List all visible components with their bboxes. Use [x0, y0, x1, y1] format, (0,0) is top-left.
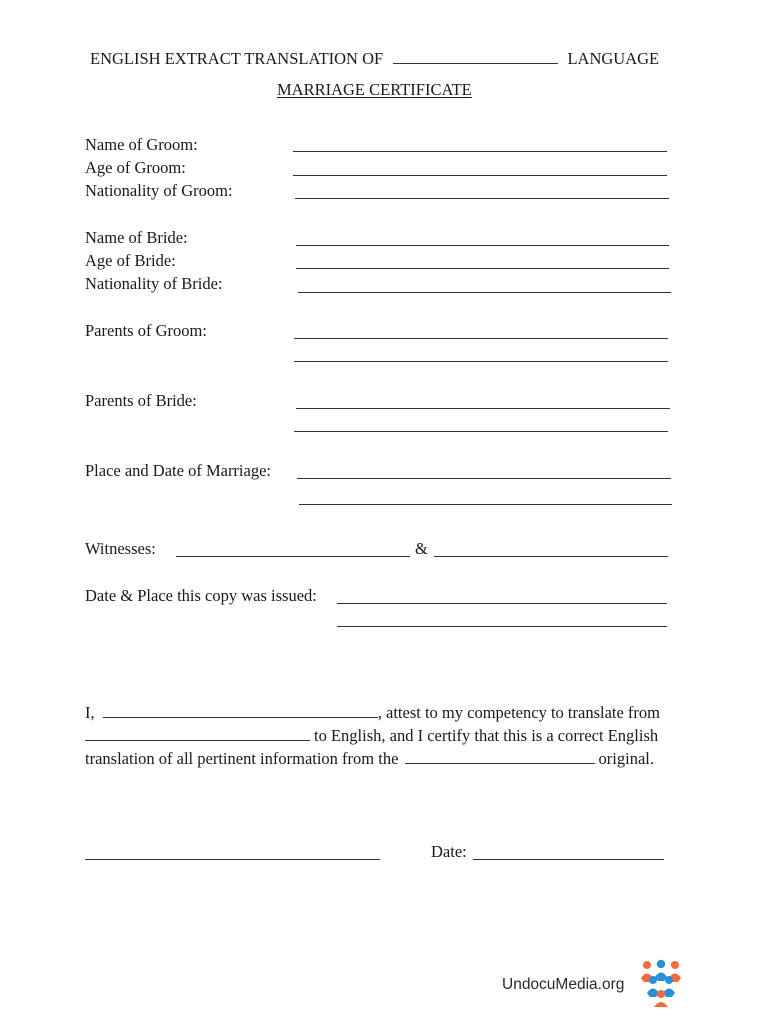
groom-name-label: Name of Groom:: [85, 135, 198, 154]
brand-name: UndocuMedia.org: [502, 976, 625, 993]
bride-nationality-field[interactable]: [298, 292, 671, 293]
bride-nationality-label: Nationality of Bride:: [85, 274, 223, 293]
witnesses-separator: &: [415, 539, 428, 558]
witness-2-field[interactable]: [434, 556, 668, 557]
issued-field-1[interactable]: [337, 603, 667, 604]
bride-age-label: Age of Bride:: [85, 251, 176, 270]
attestation-line-2: [85, 725, 658, 746]
attestation-line3-start: translation of all pertinent information from the: [85, 749, 399, 768]
people-logo-icon: [636, 958, 686, 1008]
groom-parents-label: Parents of Groom:: [85, 321, 207, 340]
groom-parents-field-2[interactable]: [294, 361, 668, 362]
bride-name-field[interactable]: [296, 245, 669, 246]
attestation-line1-end: , attest to my competency to translate from: [377, 703, 660, 722]
bride-name-label: Name of Bride:: [85, 228, 188, 247]
header-subtitle: MARRIAGE CERTIFICATE: [277, 80, 472, 99]
signature-date-label: Date:: [431, 842, 467, 861]
marriage-place-date-field-2[interactable]: [299, 504, 672, 505]
attestation-line2-end: to English, and I certify that this is a correct English: [314, 726, 659, 745]
groom-age-label: Age of Groom:: [85, 158, 186, 177]
groom-nationality-field[interactable]: [295, 198, 669, 199]
header-title-right: LANGUAGE: [567, 49, 660, 68]
issued-field-2[interactable]: [337, 626, 667, 627]
bride-parents-label: Parents of Bride:: [85, 391, 197, 410]
groom-age-field[interactable]: [293, 175, 667, 176]
attestation-line3-end: original.: [598, 749, 654, 768]
witnesses-label: Witnesses:: [85, 539, 156, 558]
marriage-place-date-field-1[interactable]: [297, 478, 671, 479]
header-title-left: ENGLISH EXTRACT TRANSLATION OF: [90, 49, 384, 68]
issued-label: Date & Place this copy was issued:: [85, 586, 317, 605]
groom-name-field[interactable]: [293, 151, 667, 152]
translator-name-blank[interactable]: [103, 702, 378, 718]
attestation-line-3: [85, 748, 654, 769]
signature-date-field[interactable]: [473, 859, 664, 860]
marriage-place-date-label: Place and Date of Marriage:: [85, 461, 271, 480]
groom-nationality-label: Nationality of Groom:: [85, 181, 233, 200]
bride-parents-field-2[interactable]: [294, 431, 668, 432]
signature-field[interactable]: [85, 859, 380, 860]
attestation-line-1: [85, 702, 660, 723]
header-title: [90, 48, 659, 69]
language-blank[interactable]: [393, 48, 558, 64]
source-language-blank[interactable]: [85, 725, 310, 741]
bride-parents-field-1[interactable]: [296, 408, 670, 409]
attestation-line1-start: I,: [85, 703, 95, 722]
bride-age-field[interactable]: [296, 268, 669, 269]
original-language-blank[interactable]: [405, 748, 595, 764]
groom-parents-field-1[interactable]: [294, 338, 668, 339]
witness-1-field[interactable]: [176, 556, 410, 557]
